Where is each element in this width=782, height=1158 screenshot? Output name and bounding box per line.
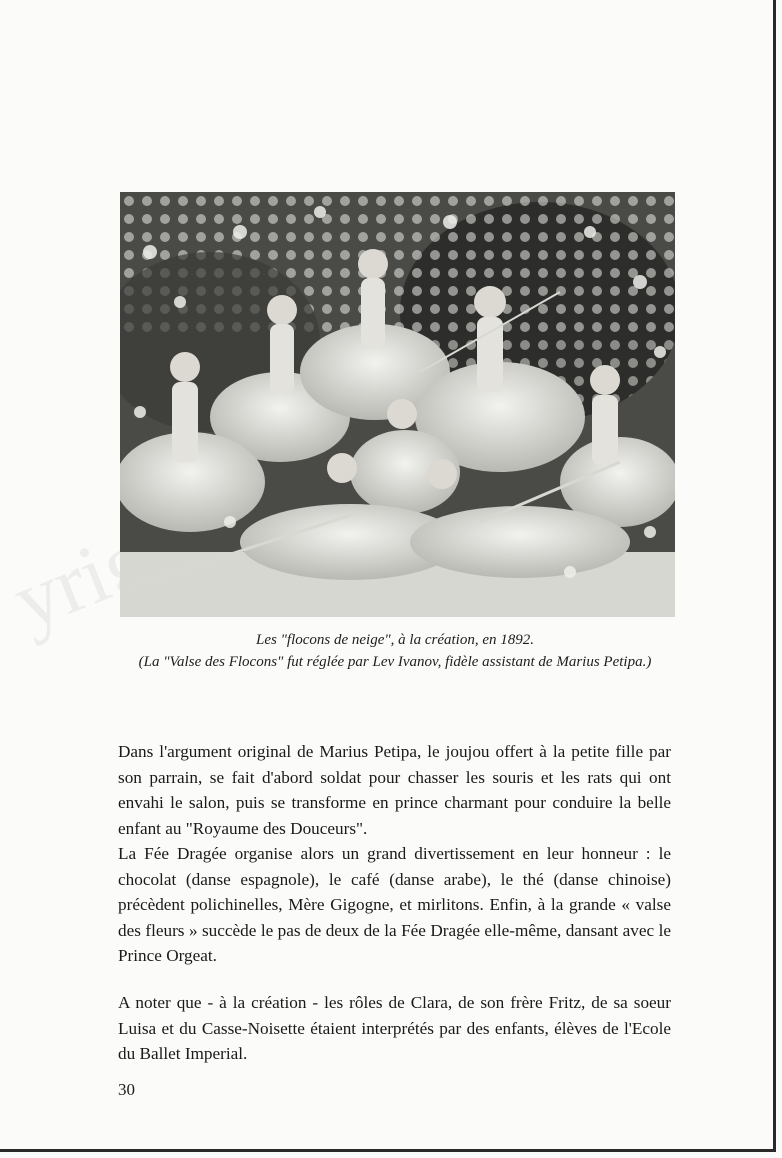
body-paragraph-3: A noter que - à la création - les rôles de Clara, de son frère Fritz, de sa soeur Luisa et du Casse-Noisette étaient interprétés par des enfants, élèves de l'Ecole du Ballet Imperial. [118,993,671,1064]
figure-caption-line-1: Les "flocons de neige", à la création, en 1892. [256,632,534,648]
body-paragraph-2: La Fée Dragée organise alors un grand divertissement en leur honneur : le chocolat (danse espagnole), le café (danse arabe), le thé (danse chinoise) précèdent polichinelles, Mère Gigogne, et mirlitons. Enfin, à la grande « valse des fleurs » succède le pas de deux de la Fée Dragée elle-même, dansant avec le Prince Orgeat. [118,844,671,966]
copyright-watermark: yright [0,486,222,649]
page-number: 30 [118,1080,135,1099]
body-paragraph-1: Dans l'argument original de Marius Petipa, le joujou offert à la petite fille par son parrain, se fait d'abord soldat pour chasser les souris et les rats qui ont envahi le salon, puis se transforme en prince charmant pour conduire la belle enfant au "Royaume des Douceurs". [118,742,671,838]
ballet-photograph [120,192,675,617]
figure-caption-line-2: (La "Valse des Flocons" fut réglée par Lev Ivanov, fidèle assistant de Marius Petipa.) [138,654,652,670]
